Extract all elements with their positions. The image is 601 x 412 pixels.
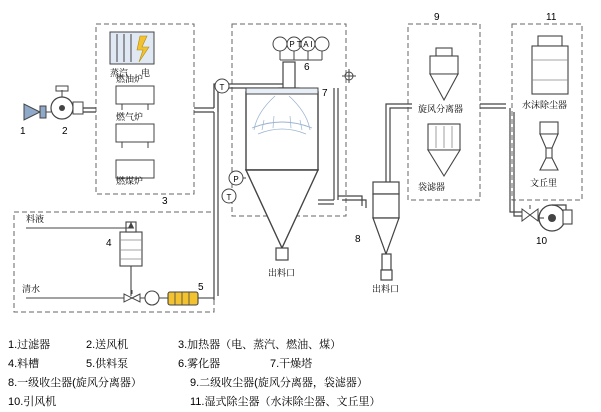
label-number-2: 2: [62, 126, 68, 137]
gauge-temperature-inlet: [215, 79, 229, 93]
fitting-cross: [342, 69, 356, 83]
instrument-cluster-ptai: [273, 37, 329, 60]
component-induced-draft-fan: [536, 205, 572, 247]
component-oil-furnace: [116, 73, 154, 110]
gauge-pressure-tower: [229, 171, 243, 185]
legend-item-9: 9.二级收尘器(旋风分离器，袋滤器）: [190, 377, 368, 389]
valve-water-line: [124, 290, 140, 302]
component-cyclone-separator: [418, 48, 463, 114]
label-steam: 蒸汽: [110, 68, 129, 78]
label-discharge-sub: 出料口: [372, 284, 400, 294]
label-number-1: 1: [20, 126, 26, 137]
label-oil-furnace: 燃油炉: [116, 74, 144, 84]
component-blower: [46, 86, 83, 137]
legend-item-4: 4.料槽: [8, 358, 40, 370]
label-ptai: P T A I: [289, 40, 313, 49]
gauge-temperature-lower: [222, 189, 236, 203]
label-gauge-t2: T: [226, 193, 232, 202]
component-gas-furnace: [116, 111, 154, 148]
legend-item-2: 2.送风机: [86, 339, 129, 351]
label-electric: 电: [141, 68, 151, 78]
label-gauge-t1: T: [219, 83, 225, 92]
component-bag-filter: [418, 124, 460, 192]
valve-before-fan: [522, 205, 538, 221]
label-number-3: 3: [162, 196, 168, 207]
label-cyclone: 旋风分离器: [418, 104, 464, 114]
label-water-scrubber: 水沫除尘器: [522, 100, 568, 110]
label-venturi: 文丘里: [530, 178, 558, 188]
label-number-7: 7: [322, 88, 328, 99]
label-number-10: 10: [536, 236, 548, 247]
label-coal-furnace: 燃煤炉: [116, 176, 144, 186]
legend-item-3: 3.加热器（电、蒸汽、燃油、煤）: [178, 339, 342, 351]
legend-row-3: [8, 374, 593, 393]
component-drying-tower: [246, 88, 328, 278]
label-gas-furnace: 燃气炉: [116, 112, 144, 122]
component-electric-steam-heater: [110, 32, 154, 78]
component-primary-cyclone: [355, 168, 399, 294]
legend-item-6: 6.雾化器: [178, 358, 221, 370]
legend-row-2: [8, 355, 593, 374]
legend-row-4: [8, 393, 593, 412]
label-gauge-p1: P: [233, 175, 239, 184]
label-number-5: 5: [198, 282, 204, 293]
component-feed-tank: [106, 222, 142, 296]
legend-row-1: [8, 336, 593, 355]
legend-item-8: 8.一级收尘器(旋风分离器）: [8, 377, 142, 389]
label-clean-water: 清水: [22, 284, 41, 294]
label-number-6: 6: [304, 62, 310, 73]
component-filter: [20, 104, 46, 137]
component-venturi: [530, 122, 558, 188]
legend-item-11: 11.湿式除尘器（水沫除尘器、文丘里）: [190, 396, 381, 408]
label-number-4: 4: [106, 238, 112, 249]
legend-item-5: 5.供料泵: [86, 358, 129, 370]
legend-item-10: 10.引风机: [8, 396, 57, 408]
label-feed-liquid: 料液: [26, 214, 45, 224]
legend-item-7: 7.干燥塔: [270, 358, 313, 370]
component-water-scrubber: [522, 36, 568, 110]
legend: [0, 330, 601, 411]
label-discharge-main: 出料口: [268, 268, 296, 278]
label-number-8: 8: [355, 234, 361, 245]
label-number-11: 11: [546, 12, 557, 23]
label-number-9: 9: [434, 12, 440, 23]
component-coal-furnace: [116, 160, 154, 186]
legend-item-1: 1.过滤器: [8, 339, 51, 351]
component-feed-pump: [145, 282, 204, 305]
label-bag-filter: 袋滤器: [418, 182, 446, 192]
